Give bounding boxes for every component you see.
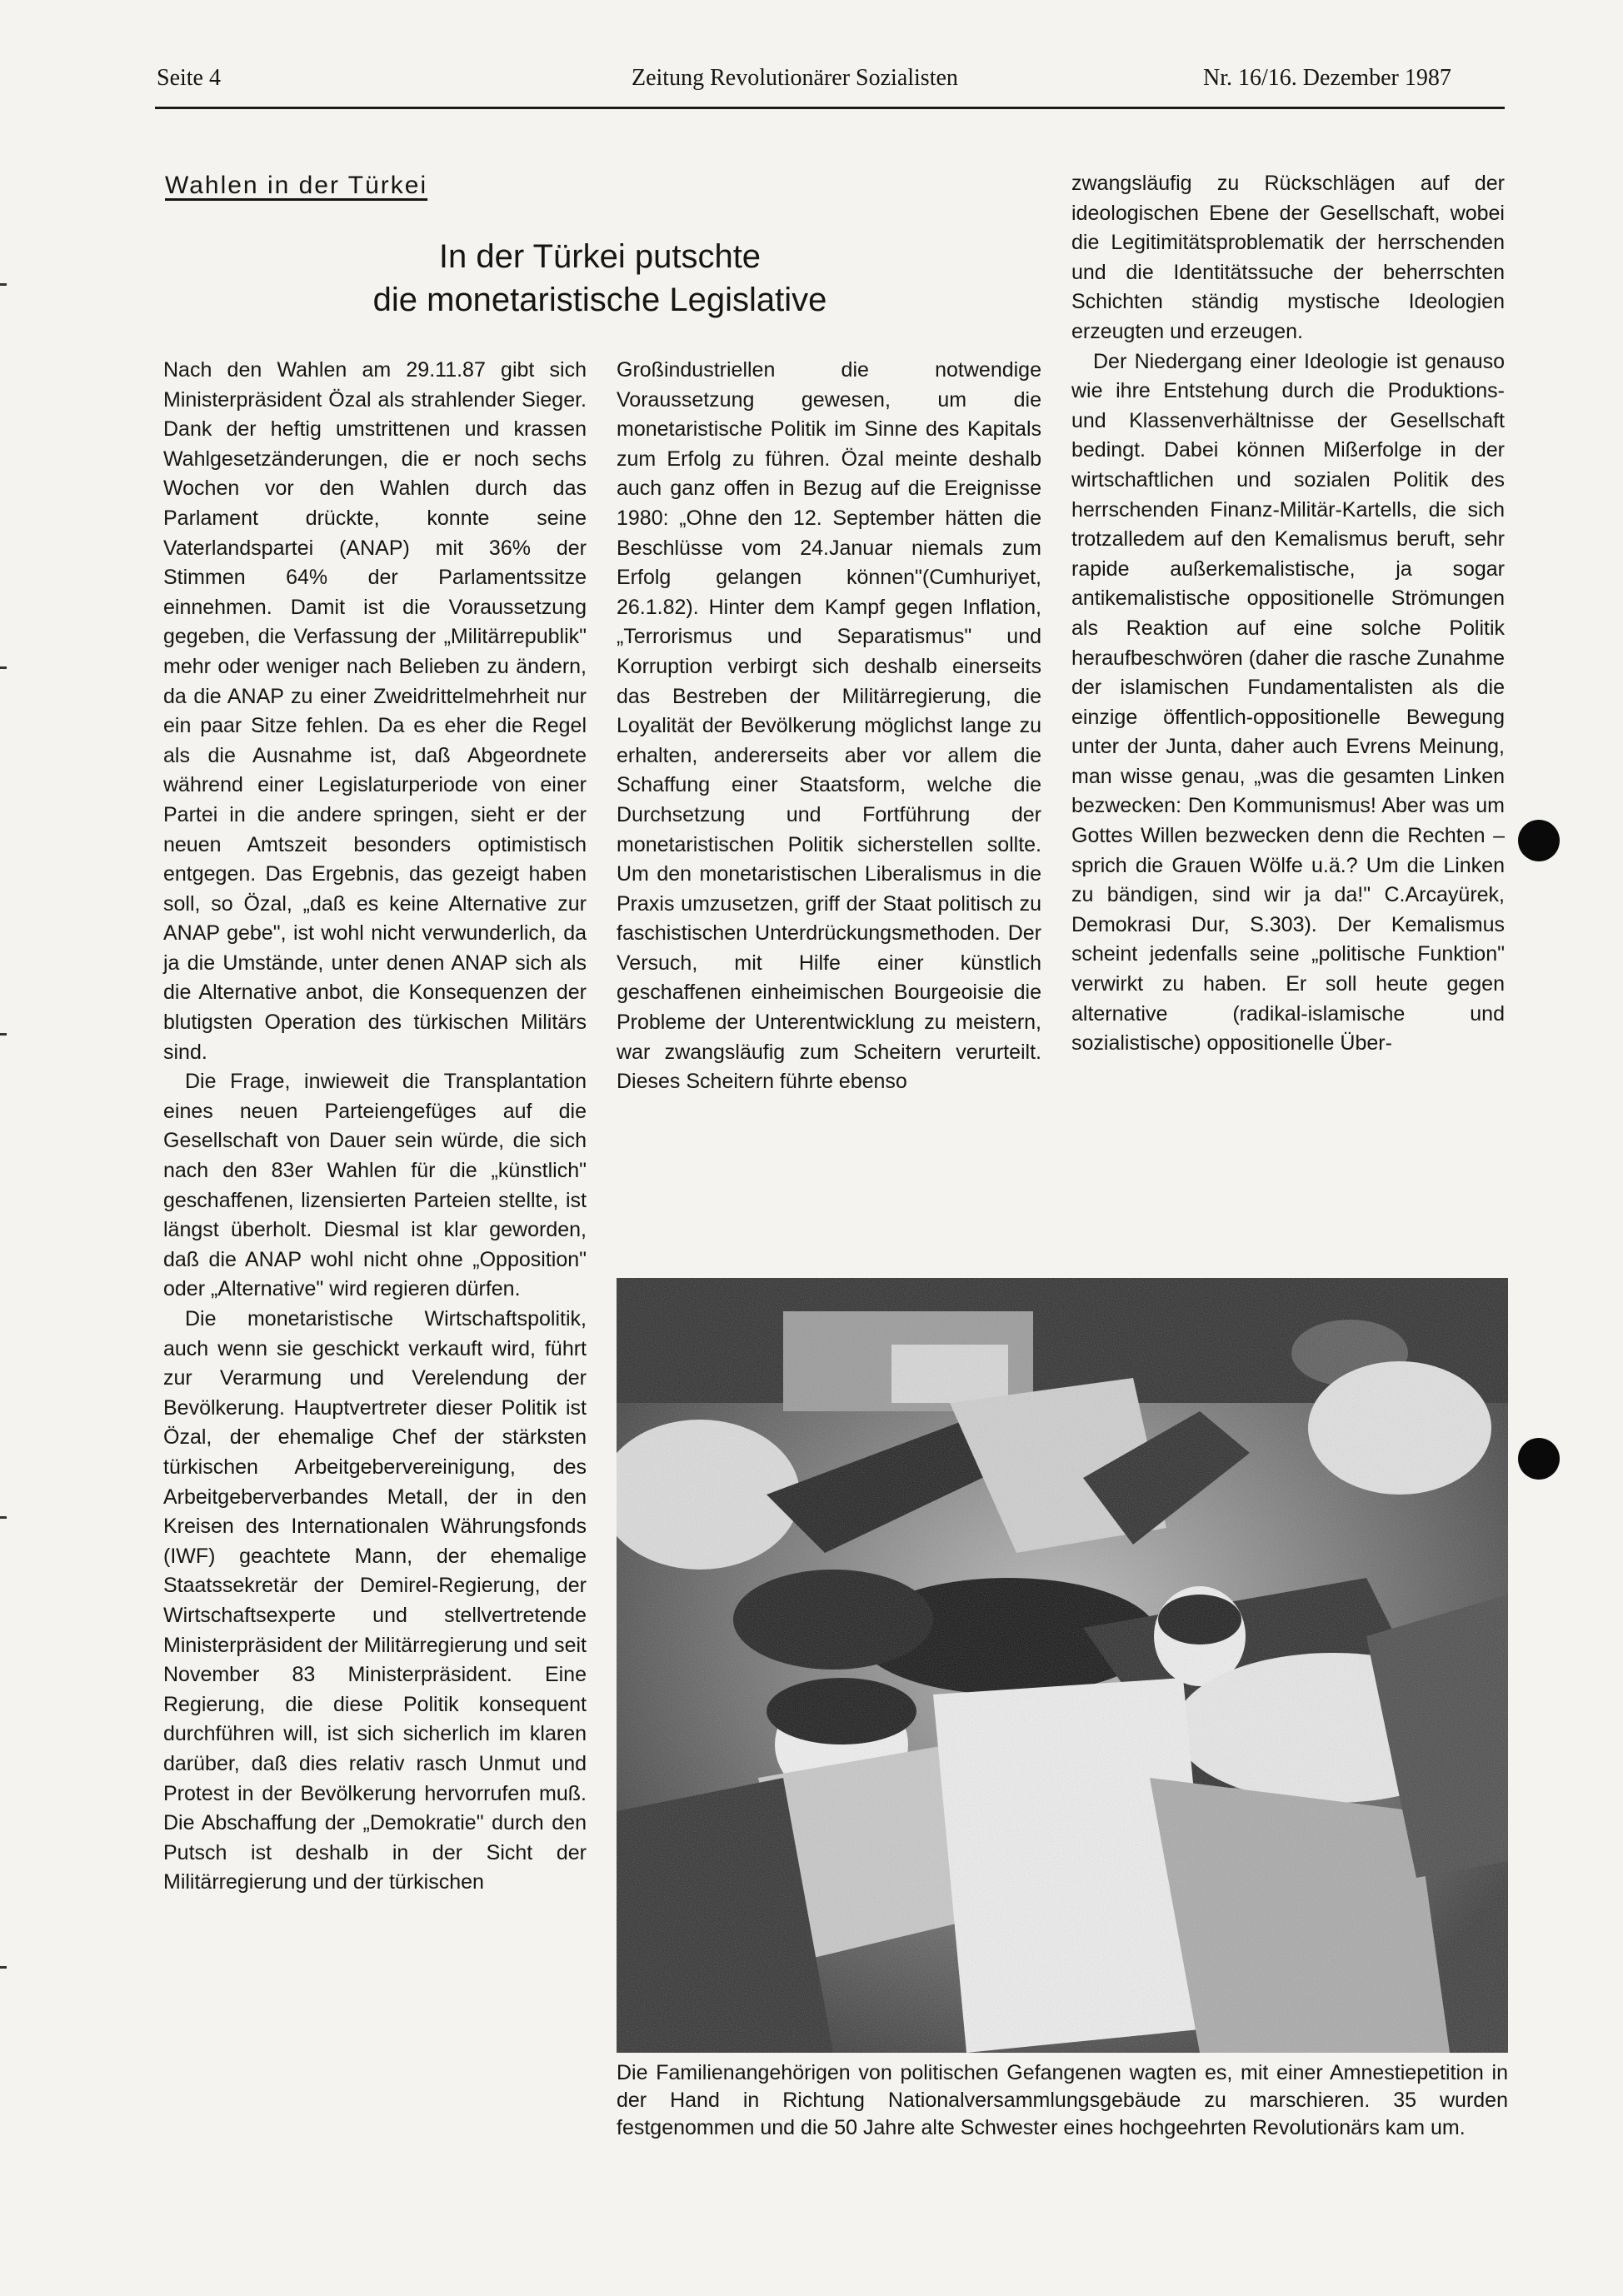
photo-caption: Die Familienangehörigen von politischen Gefangenen wagten es, mit einer Amnestiepetition in der Hand in Richtung Nationalversammlungsgebäude zu marschieren. 35 wurden festgenommen und die 50 Jahre alte Schwester eines hochgeehrten Revolutionärs kam um.	[617, 2061, 1508, 2139]
paragraph: Die Frage, inwieweit die Transplantation eines neuen Parteiengefüges auf die Gesellschaft von Dauer sein würde, die sich nach den 83er Wahlen für die „künstlich" geschaffenen, lizensierten Parteien stellte, ist längst überholt. Diesmal ist klar geworden, daß die ANAP wohl nicht ohne „Opposition" oder „Alternative" wird regieren dürfen.	[163, 1070, 587, 1301]
paragraph: Großindustriellen die notwendige Voraussetzung gewesen, um die monetaristische Politik im Sinne des Kapitals zum Erfolg zu führen. Özal meinte deshalb auch ganz offen in Bezug auf die Ereignisse 1980: „Ohne den 12. September hätten die Beschlüsse vom 24.Januar niemals zum Erfolg gelangen können"(Cumhuriyet, 26.1.82). Hinter dem Kampf gegen Inflation, „Terrorismus und Separatismus" und Korruption verbirgt sich deshalb einerseits das Bestreben der Militärregierung, die Loyalität der Bevölkerung möglichst lange zu erhalten, andererseits aber vor allem die Schaffung einer Staatsform, welche die Durchsetzung und Fortführung der monetaristischen Politik sicherstellen sollte. Um den monetaristischen Liberalismus in die Praxis umzusetzen, griff der Staat politisch zu faschistischen Unterdrückungsmethoden. Der Versuch, mit Hilfe einer künstlich geschaffenen einheimischen Bourgeoisie die Probleme der Unterentwicklung zu meistern, war zwangsläufig zum Scheitern verurteilt. Dieses Scheitern führte ebenso	[617, 358, 1041, 1094]
edge-mark	[0, 666, 7, 669]
edge-mark	[0, 1966, 7, 1969]
article-column-1	[163, 356, 587, 1898]
paragraph: Der Niedergang einer Ideologie ist genauso wie ihre Entstehung durch die Produktions- und Klassenverhältnisse der Gesellschaft bedingt. Dabei können Mißerfolge in der wirtschaftlichen und sozialen Politik des herrschenden Finanz-Militär-Kartells, die sich trotzalledem auf den Kemalismus beruft, sehr rapide außerkemalistische, ja sogar antikemalistische oppositionelle Strömungen als Reaktion auf eine solche Politik heraufbeschwören (daher die rasche Zunahme der islamischen Fundamentalisten als die einzige öffentlich-oppositionelle Bewegung unter der Junta, daher auch Evrens Meinung, man wisse genau, „was die gesamten Linken bezwecken: Den Kommunismus! Aber was um Gottes Willen bezwecken denn die Rechten – sprich die Grauen Wölfe u.ä.? Um die Linken zu bändigen, sind wir ja da!" C.Arcayürek, Demokrasi Dur, S.303). Der Kemalismus scheint jedenfalls seine „politische Funktion" verwirkt zu haben. Er soll heute gegen alternative (radikal-islamische und sozialistische) oppositionelle Über-	[1071, 349, 1505, 1056]
headline-line: In der Türkei putschte	[438, 238, 762, 275]
article-column-2	[617, 356, 1041, 1097]
header-divider	[155, 107, 1505, 109]
page-number: Seite 4	[157, 65, 221, 91]
paragraph: Die monetaristische Wirtschaftspolitik, auch wenn sie geschickt verkauft wird, führt zur Verarmung und Verelendung der Bevölkerung. Hauptvertreter dieser Politik ist Özal, der ehemalige Chef der stärksten türkischen Arbeitgebervereinigung, des Arbeitgeberverbandes Metall, der in den Kreisen des Internationalen Währungsfonds (IWF) geachtete Mann, der ehemalige Staatssekretär der Demirel-Regierung, der Wirtschaftsexperte und stellvertretende Ministerpräsident der Militärregierung und seit November 83 Ministerpräsident. Eine Regierung, die diese Politik konsequent durchführen will, ist sich sicherlich im klaren darüber, daß dies relativ rasch Unmut und Protest in der Bevölkerung hervorrufen muß. Die Abschaffung der „Demokratie" durch den Putsch ist deshalb in der Sicht der Militärregierung und der türkischen	[163, 1307, 587, 1894]
section-rubric: Wahlen in der Türkei	[165, 172, 428, 199]
photo-image	[617, 1278, 1508, 2053]
punch-hole-top	[1518, 820, 1560, 861]
paragraph: Nach den Wahlen am 29.11.87 gibt sich Ministerpräsident Özal als strahlender Sieger. Dank der heftig umstrittenen und krassen Wahlgesetzänderungen, die er noch sechs Wochen vor den Wahlen durch das Parlament drückte, konnte seine Vaterlandspartei (ANAP) mit 36% der Stimmen 64% der Parlamentssitze einnehmen. Damit ist die Voraussetzung gegeben, die Verfassung der „Militärrepublik" mehr oder weniger nach Belieben zu ändern, da die ANAP zu einer Zweidrittelmehrheit nur ein paar Sitze fehlen. Da es eher die Regel als die Ausnahme ist, daß Abgeordnete während einer Legislaturperiode von einer Partei in die andere springen, sieht er der neuen Amtszeit besonders optimistisch entgegen. Das Ergebnis, das gezeigt haben soll, so Özal, „daß es keine Alternative zur ANAP gebe", ist wohl nicht verwunderlich, da ja die Umstände, unter denen ANAP sich als die Alternative anbot, die Konsequenzen der blutigsten Operation des türkischen Militärs sind.	[163, 358, 587, 1064]
article-headline	[167, 235, 1033, 322]
headline-line: die monetaristische Legislative	[372, 282, 827, 318]
edge-mark	[0, 283, 7, 286]
issue-date: Nr. 16/16. Dezember 1987	[1203, 65, 1451, 91]
edge-mark	[0, 1033, 7, 1036]
article-column-3	[1071, 169, 1505, 1059]
punch-hole-bottom	[1518, 1438, 1560, 1480]
edge-mark	[0, 1516, 7, 1519]
news-photo	[617, 1278, 1508, 2053]
publication-title: Zeitung Revolutionärer Sozialisten	[632, 65, 958, 91]
paragraph: zwangsläufig zu Rückschlägen auf der ideologischen Ebene der Gesellschaft, wobei die Legitimitätsproblematik der herrschenden und die Identitätssuche der beherrschten Schichten ständig mystische Ideologien erzeugten und erzeugen.	[1071, 172, 1505, 343]
